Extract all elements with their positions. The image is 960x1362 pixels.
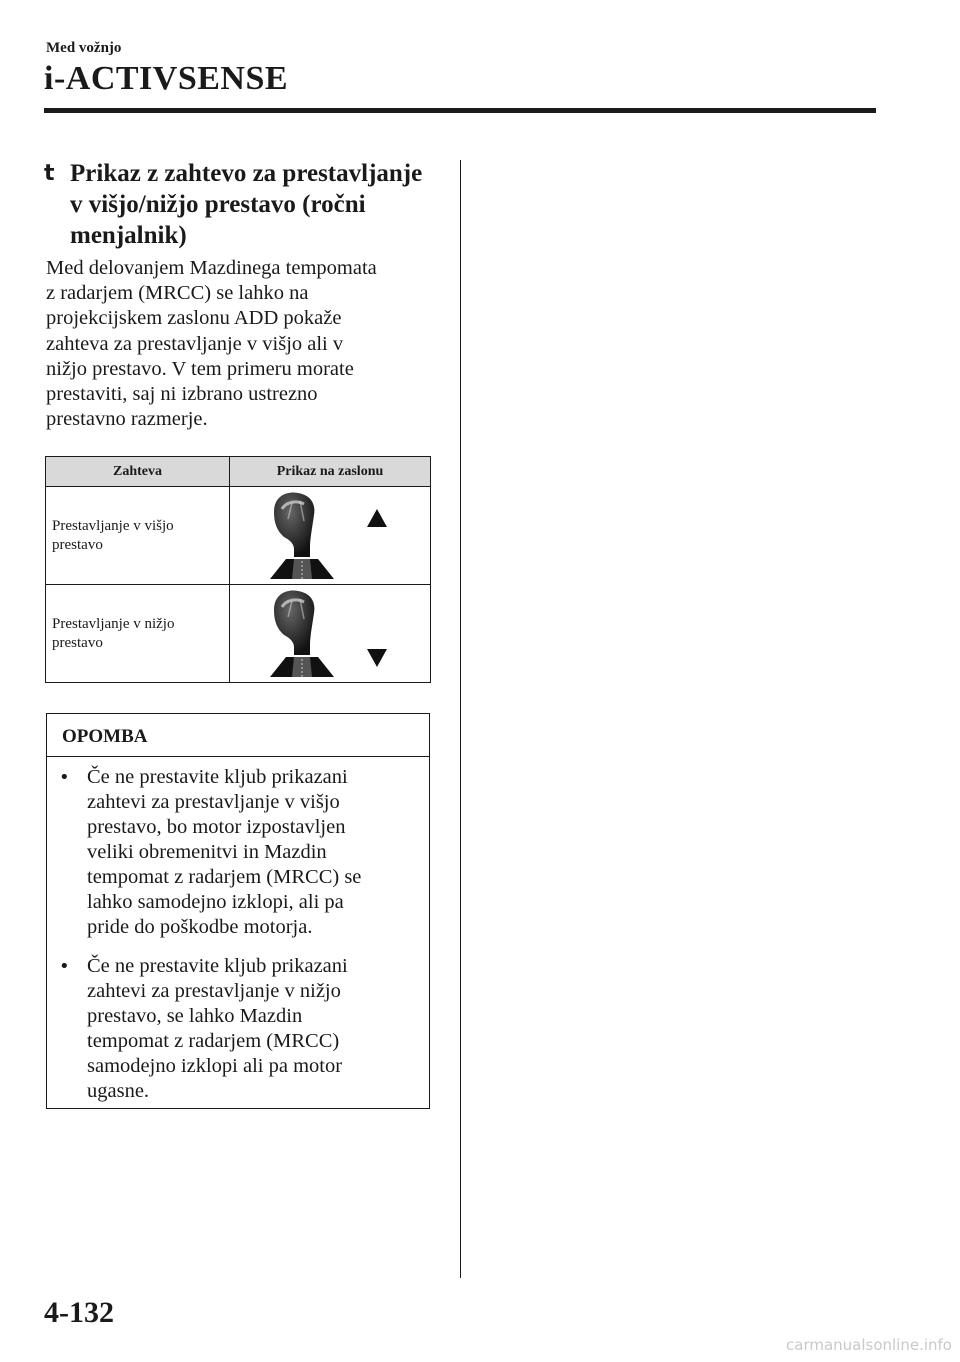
body-line: prestavno razmerje. <box>46 408 208 431</box>
body-line: prestaviti, saj ni izbrano ustrezno <box>46 383 318 406</box>
note-line: Če ne prestavite kljub prikazani <box>87 766 348 788</box>
table-header-request: Zahteva <box>46 457 230 487</box>
heading-line: Prikaz z zahtevo za prestavljanje <box>70 160 423 187</box>
column-divider <box>460 160 461 1278</box>
note-box <box>46 713 430 1109</box>
gear-shift-up-icon <box>230 487 430 584</box>
note-line: lahko samodejno izklopi, ali pa <box>87 891 344 913</box>
request-label-line: Prestavljanje v višjo <box>52 517 174 534</box>
page-number: 4-132 <box>44 1296 114 1329</box>
note-title: OPOMBA <box>47 714 429 757</box>
note-item <box>47 765 429 940</box>
note-line: zahtevi za prestavljanje v nižjo <box>87 980 341 1002</box>
body-line: nižjo prestavo. V tem primeru morate <box>46 357 354 380</box>
note-line: prestavo, se lahko Mazdin <box>87 1005 303 1027</box>
body-line: Med delovanjem Mazdinega tempomata <box>46 257 377 279</box>
note-line: ugasne. <box>87 1080 150 1102</box>
note-line: veliki obremenitvi in Mazdin <box>87 841 327 863</box>
note-line: prestavo, bo motor izpostavljen <box>87 816 346 838</box>
request-label-line: Prestavljanje v nižjo <box>52 615 175 632</box>
bullet-icon: • <box>59 956 70 977</box>
table-row <box>46 487 431 585</box>
note-line: Če ne prestavite kljub prikazani <box>87 955 348 977</box>
heading-line: v višjo/nižjo prestavo (ročni <box>70 191 366 218</box>
section-label: Med vožnjo <box>46 40 122 56</box>
note-line: tempomat z radarjem (MRCC) se <box>87 866 362 888</box>
table-header-display: Prikaz na zaslonu <box>230 457 431 487</box>
heading-bullet: t <box>44 161 55 186</box>
note-line: zahtevi za prestavljanje v višjo <box>87 791 340 813</box>
bullet-icon: • <box>59 767 70 788</box>
watermark: carmanualsonline.info <box>786 1336 952 1354</box>
request-label-line: prestavo <box>52 536 103 553</box>
note-item <box>47 954 429 1104</box>
note-line: tempomat z radarjem (MRCC) <box>87 1030 340 1052</box>
table-cell-display <box>230 487 431 585</box>
table-cell-request <box>46 487 230 585</box>
note-line: samodejno izklopi ali pa motor <box>87 1055 343 1077</box>
body-line: zahteva za prestavljanje v višjo ali v <box>46 332 344 355</box>
table-cell-display <box>230 585 431 683</box>
table-row <box>46 585 431 683</box>
shift-request-table <box>45 456 431 683</box>
title-rule <box>44 108 876 113</box>
body-paragraph <box>46 256 446 432</box>
chapter-title: i-ACTIVSENSE <box>44 60 289 97</box>
request-label-line: prestavo <box>52 634 103 651</box>
subsection-heading <box>44 158 444 251</box>
table-cell-request <box>46 585 230 683</box>
body-line: projekcijskem zaslonu ADD pokaže <box>46 307 342 330</box>
note-line: pride do poškodbe motorja. <box>87 916 313 938</box>
table-header-row <box>46 457 431 487</box>
gear-shift-down-icon <box>230 585 430 682</box>
heading-line: menjalnik) <box>70 222 187 249</box>
body-line: z radarjem (MRCC) se lahko na <box>46 282 309 305</box>
